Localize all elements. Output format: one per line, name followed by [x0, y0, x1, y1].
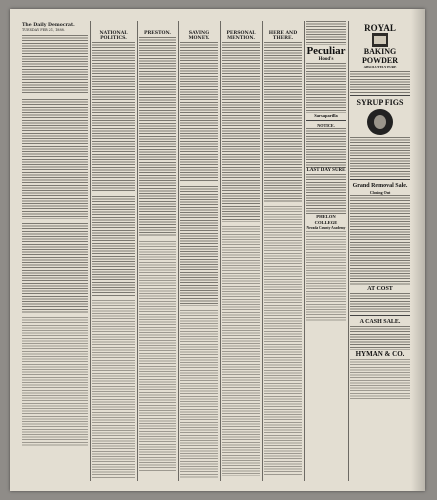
column-6: [264, 30, 302, 479]
college-heading: PHELON COLLEGE: [314, 214, 338, 225]
syrup-figs-portrait: [367, 109, 393, 135]
column-heading: PRESTON.: [143, 31, 171, 36]
column-heading: NATIONAL POLITICS.: [99, 31, 128, 41]
column-7-ads: [306, 21, 346, 479]
ad-atcost-title: AT COST: [367, 286, 393, 292]
academy-heading: Nevada County Academy: [306, 226, 346, 230]
masthead-date: TUESDAY FEB 21, 1888.: [22, 28, 65, 32]
ad-royal-small: ABSOLUTELY PURE: [363, 65, 397, 69]
column-8-ads: [350, 23, 410, 479]
column-rule: [262, 21, 263, 481]
column-rule: [178, 21, 179, 481]
sarsaparilla-heading: Sarsaparilla: [314, 113, 338, 118]
column-rule: [90, 21, 91, 481]
ad-powder: POWDER: [362, 56, 398, 65]
column-rule: [304, 21, 305, 481]
column-5: [222, 30, 260, 479]
column-4: [180, 30, 218, 479]
column-heading: SAVING MONEY.: [188, 31, 210, 41]
ad-sale-sub: Closing Out: [369, 190, 391, 195]
column-rule: [220, 21, 221, 481]
column-heading: PERSONAL MENTION.: [226, 31, 256, 41]
last-day-heading: LAST DAY SURE: [306, 168, 346, 173]
column-1: [22, 35, 88, 479]
peculiar-heading: Peculiar: [306, 45, 346, 57]
column-2: [92, 30, 135, 479]
ad-firm-title: HYMAN & CO.: [355, 350, 405, 358]
royal-baking-powder-ad: [353, 23, 407, 69]
hoods-heading: Hood's: [318, 57, 334, 62]
ad-syrup-title: SYRUP FIGS: [356, 98, 404, 107]
column-3: [139, 30, 176, 479]
column-rule: [348, 21, 349, 481]
baking-powder-can-icon: [353, 33, 407, 47]
notice-heading: NOTICE.: [317, 123, 335, 128]
ad-cash-title: A CASH SALE.: [359, 319, 401, 325]
column-rule: [137, 21, 138, 481]
masthead-title: The Daily Democrat.: [22, 23, 75, 28]
ad-sale-title: Grand Removal Sale.: [352, 183, 408, 189]
ad-baking: BAKING: [363, 47, 397, 56]
ad-royal: ROYAL: [364, 23, 396, 33]
column-heading: HERE AND THERE.: [268, 31, 298, 41]
newspaper-page: [10, 9, 425, 491]
